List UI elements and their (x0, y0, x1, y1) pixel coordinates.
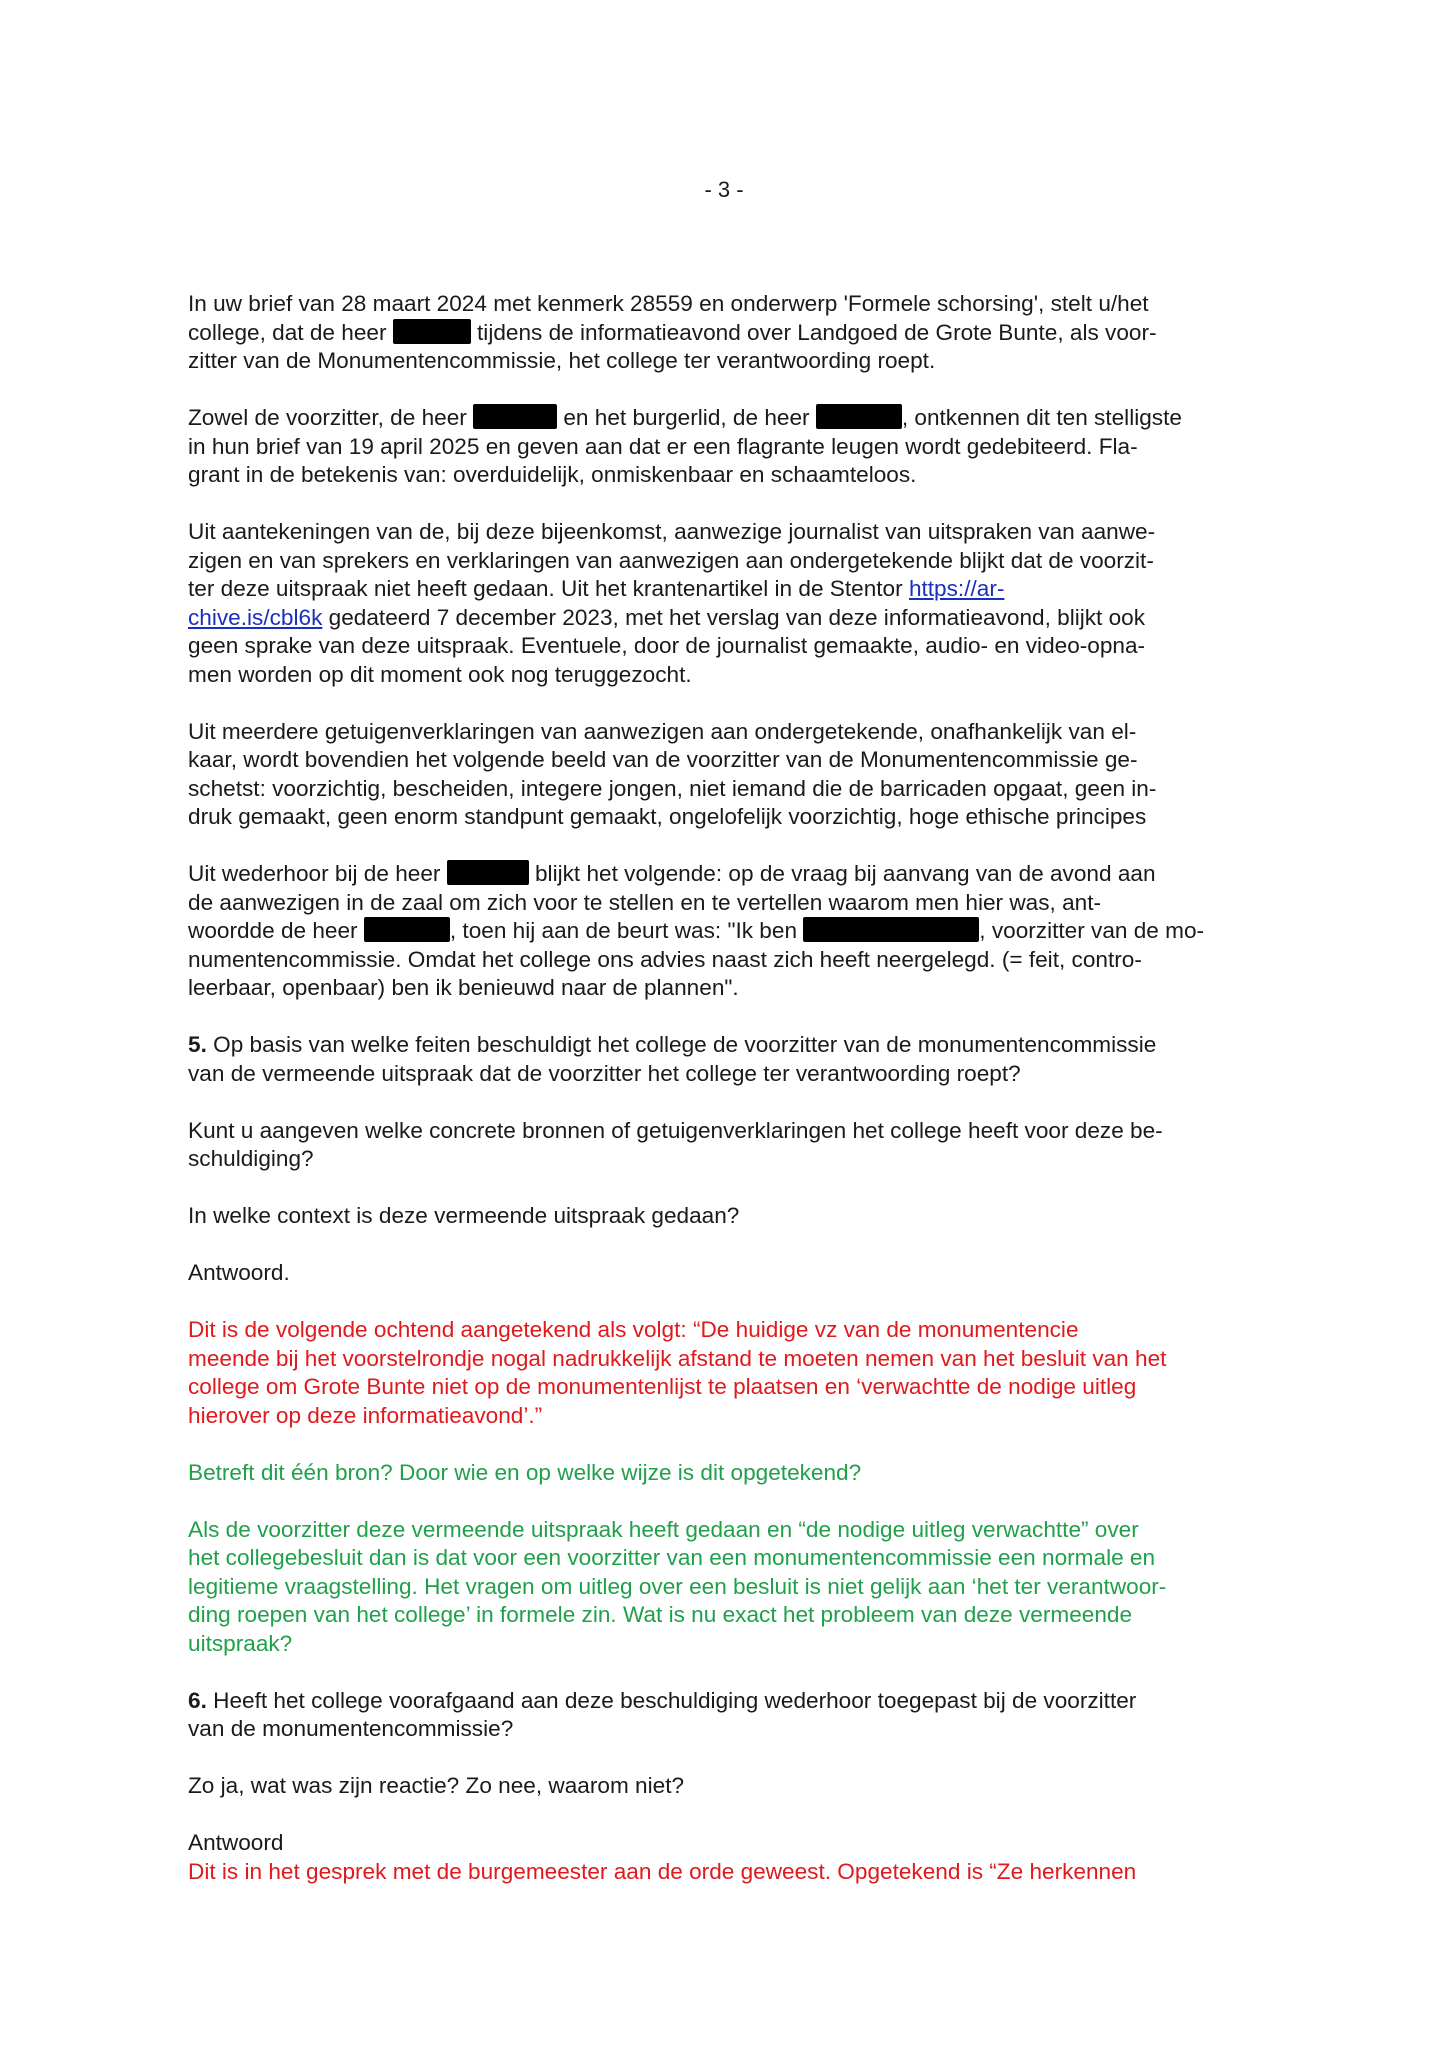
p5-text: , toen hij aan de beurt was: "Ik ben (449, 918, 804, 943)
q5-answer-red-3: college om Grote Bunte niet op de monumentenlijst te plaatsen en ‘verwachtte de nodige uitleg (188, 1374, 1137, 1399)
q6-answer-label: Antwoord (188, 1830, 284, 1855)
p5-line-3 (188, 917, 1268, 946)
q5-text: Op basis van welke feiten beschuldigt het college de voorzitter van de monumentencommissie (206, 1032, 1157, 1057)
p1-line-1: In uw brief van 28 maart 2024 met kenmerk 28559 en onderwerp 'Formele schorsing', stelt u/het (188, 291, 1149, 316)
p5-text: blijkt het volgende: op de vraag bij aanvang van de avond aan (528, 861, 1156, 886)
redacted-name (473, 404, 557, 429)
p3-line-1: Uit aantekeningen van de, bij deze bijeenkomst, aanwezige journalist van uitspraken van aanwe- (188, 519, 1156, 544)
p2-text: Zowel de voorzitter, de heer (188, 405, 474, 430)
stentor-archive-link-cont[interactable]: chive.is/cbl6k (188, 604, 323, 630)
p2-text: , ontkennen dit ten stelligste (901, 405, 1182, 430)
page-number: - 3 - (704, 177, 744, 202)
q5-reply-green-4: legitieme vraagstelling. Het vragen om uitleg over een besluit is niet gelijk aan ‘het ter verantwoor- (188, 1573, 1167, 1599)
p5-line-4: numentencommissie. Omdat het college ons advies naast zich heeft neergelegd. (= feit, contro- (188, 946, 1142, 972)
p3-text: gedateerd 7 december 2023, met het verslag van deze informatieavond, blijkt ook (322, 604, 1146, 630)
q5-answer-label: Antwoord. (188, 1260, 290, 1285)
q5-context: In welke context is deze vermeende uitspraak gedaan? (188, 1203, 740, 1228)
p4-line-2: kaar, wordt bovendien het volgende beeld van de voorzitter van de Monumentencommissie ge- (188, 747, 1138, 772)
q5-sub-2: schuldiging? (188, 1146, 314, 1171)
q5-reply-green-1: Betreft dit één bron? Door wie en op welke wijze is dit opgetekend? (188, 1459, 862, 1485)
q5-reply-green-2: Als de voorzitter deze vermeende uitspraak heeft gedaan en “de nodige uitleg verwachtte” over (188, 1516, 1139, 1542)
p1-line-2 (188, 319, 1268, 348)
p3-line-2: zigen en van sprekers en verklaringen van aanwezigen aan ondergetekende blijkt dat de voorzit- (188, 547, 1154, 573)
q6-line-2: van de monumentencommissie? (188, 1716, 514, 1741)
p2-line-2: in hun brief van 19 april 2025 en geven aan dat er een flagrante leugen wordt gedebiteerd. Fla- (188, 433, 1138, 459)
p4-line-1: Uit meerdere getuigenverklaringen van aanwezigen aan ondergetekende, onafhankelijk van el- (188, 718, 1137, 744)
letter-body (188, 290, 1268, 1886)
q5-line-1 (188, 1031, 1268, 1060)
q5-answer-red-1: Dit is de volgende ochtend aangetekend als volgt: “De huidige vz van de monumentencie (188, 1317, 1079, 1342)
q6-answer-red-1: Dit is in het gesprek met de burgemeester aan de orde geweest. Opgetekend is “Ze herkennen (188, 1858, 1137, 1884)
p2-line-1 (188, 404, 1268, 433)
stentor-archive-link[interactable]: https://ar- (908, 576, 1005, 601)
q5-answer-red-2: meende bij het voorstelrondje nogal nadrukkelijk afstand te moeten nemen van het besluit van het (188, 1345, 1167, 1371)
p2-text: en het burgerlid, de heer (557, 405, 816, 430)
redacted-name (816, 404, 902, 429)
p3-line-5: geen sprake van deze uitspraak. Eventuele, door de journalist gemaakte, audio- en video-opna- (188, 633, 1146, 658)
q5-answer-red-4: hierover op deze informatieavond’.” (188, 1402, 543, 1428)
q5-reply-green-5: ding roepen van het college’ in formele zin. Wat is nu exact het probleem van deze vermeende (188, 1602, 1133, 1627)
q5-number: 5. (188, 1032, 207, 1057)
p5-text: , voorzitter van de mo- (979, 918, 1205, 943)
q5-reply-green-6: uitspraak? (188, 1630, 293, 1656)
p5-text: Uit wederhoor bij de heer (188, 861, 447, 886)
p1-text: college, dat de heer (188, 319, 393, 345)
p1-line-3: zitter van de Monumentencommissie, het college ter verantwoording roept. (188, 348, 936, 373)
p3-text: ter deze uitspraak niet heeft gedaan. Uit het krantenartikel in de Stentor (188, 576, 909, 601)
redacted-name (447, 860, 529, 885)
q6-sub-1: Zo ja, wat was zijn reactie? Zo nee, waarom niet? (188, 1773, 685, 1798)
q6-line-1 (188, 1687, 1268, 1716)
p5-line-1 (188, 860, 1268, 889)
p1-text: tijdens de informatieavond over Landgoed de Grote Bunte, als voor- (470, 319, 1157, 345)
q6-text: Heeft het college voorafgaand aan deze beschuldiging wederhoor toegepast bij de voorzitter (206, 1687, 1137, 1713)
p5-line-5: leerbaar, openbaar) ben ik benieuwd naar de plannen". (188, 975, 739, 1000)
p5-line-2: de aanwezigen in de zaal om zich voor te stellen en te vertellen waarom men hier was, ant- (188, 889, 1102, 915)
q5-reply-green-3: het collegebesluit dan is dat voor een voorzitter van een monumentencommissie een normale en (188, 1545, 1156, 1570)
p2-line-3: grant in de betekenis van: overduidelijk, onmiskenbaar en schaamteloos. (188, 462, 917, 487)
redacted-name (803, 917, 979, 942)
redacted-name (364, 917, 450, 942)
q5-sub-1: Kunt u aangeven welke concrete bronnen of getuigenverklaringen het college heeft voor deze be- (188, 1117, 1163, 1143)
q5-line-2: van de vermeende uitspraak dat de voorzitter het college ter verantwoording roept? (188, 1060, 1021, 1086)
p3-line-3 (188, 575, 1268, 604)
p3-line-4 (188, 604, 1268, 633)
p4-line-3: schetst: voorzichtig, bescheiden, integere jongen, niet iemand die de barricaden opgaat, geen in- (188, 775, 1157, 801)
q6-number: 6. (188, 1687, 207, 1713)
redacted-name (393, 319, 471, 344)
p3-line-6: men worden op dit moment ook nog teruggezocht. (188, 661, 692, 687)
p5-text: woordde de heer (188, 918, 364, 943)
p4-line-4: druk gemaakt, geen enorm standpunt gemaakt, ongelofelijk voorzichtig, hoge ethische principes (188, 804, 1147, 829)
